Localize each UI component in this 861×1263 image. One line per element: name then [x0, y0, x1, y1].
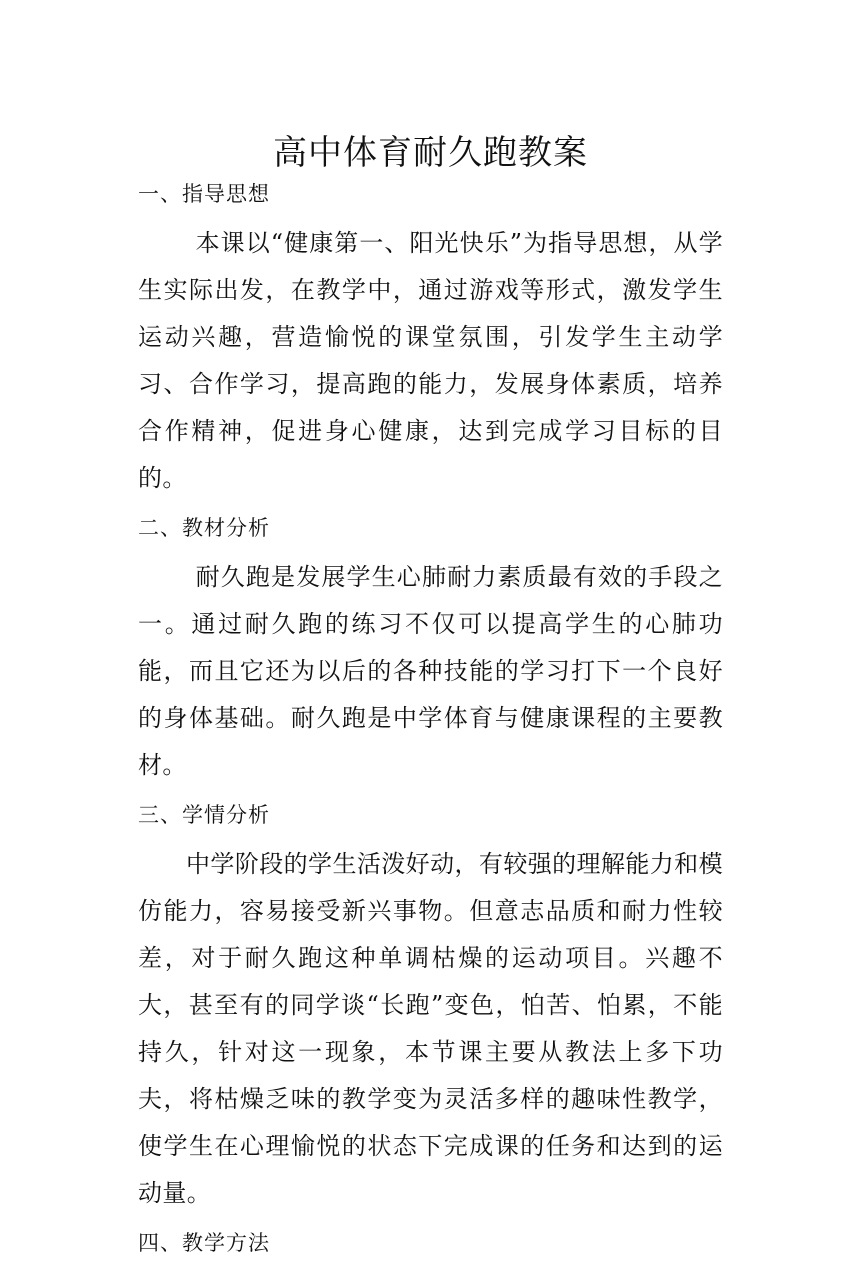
section-paragraph: 中学阶段的学生活泼好动，有较强的理解能力和模仿能力，容易接受新兴事物。但意志品质和耐力性较差，对于耐久跑这种单调枯燥的运动项目。兴趣不大，甚至有的同学谈“长跑”变色，怕苦、怕累，不能持久，针对这一现象，本节课主要从教法上多下功夫，将枯燥乏味的教学变为灵活多样的趣味性教学，使学生在心理愉悦的状态下完成课的任务和达到的运动量。	[138, 850, 723, 1207]
section-paragraph: 本课以“健康第一、阳光快乐”为指导思想，从学生实际出发，在教学中，通过游戏等形式，激发学生运动兴趣，营造愉悦的课堂氛围，引发学生主动学习、合作学习，提高跑的能力，发展身体素质，培养合作精神，促进身心健康，达到完成学习目标的目的。	[138, 229, 723, 492]
document-title: 高中体育耐久跑教案	[273, 133, 588, 173]
section-heading: 三、学情分析	[138, 803, 270, 827]
section-paragraph: 耐久跑是发展学生心肺耐力素质最有效的手段之一。通过耐久跑的练习不仅可以提高学生的心肺功能，而且它还为以后的各种技能的学习打下一个良好的身体基础。耐久跑是中学体育与健康课程的主要教材。	[138, 563, 723, 779]
section-heading: 四、教学方法	[138, 1231, 270, 1255]
section-guiding-ideology	[138, 174, 723, 502]
section-student-analysis	[138, 795, 723, 1217]
section-heading: 二、教材分析	[138, 516, 270, 540]
section-material-analysis	[138, 508, 723, 789]
document-body	[138, 174, 723, 1263]
section-heading: 一、指导思想	[138, 182, 270, 206]
section-teaching-methods	[138, 1223, 723, 1263]
